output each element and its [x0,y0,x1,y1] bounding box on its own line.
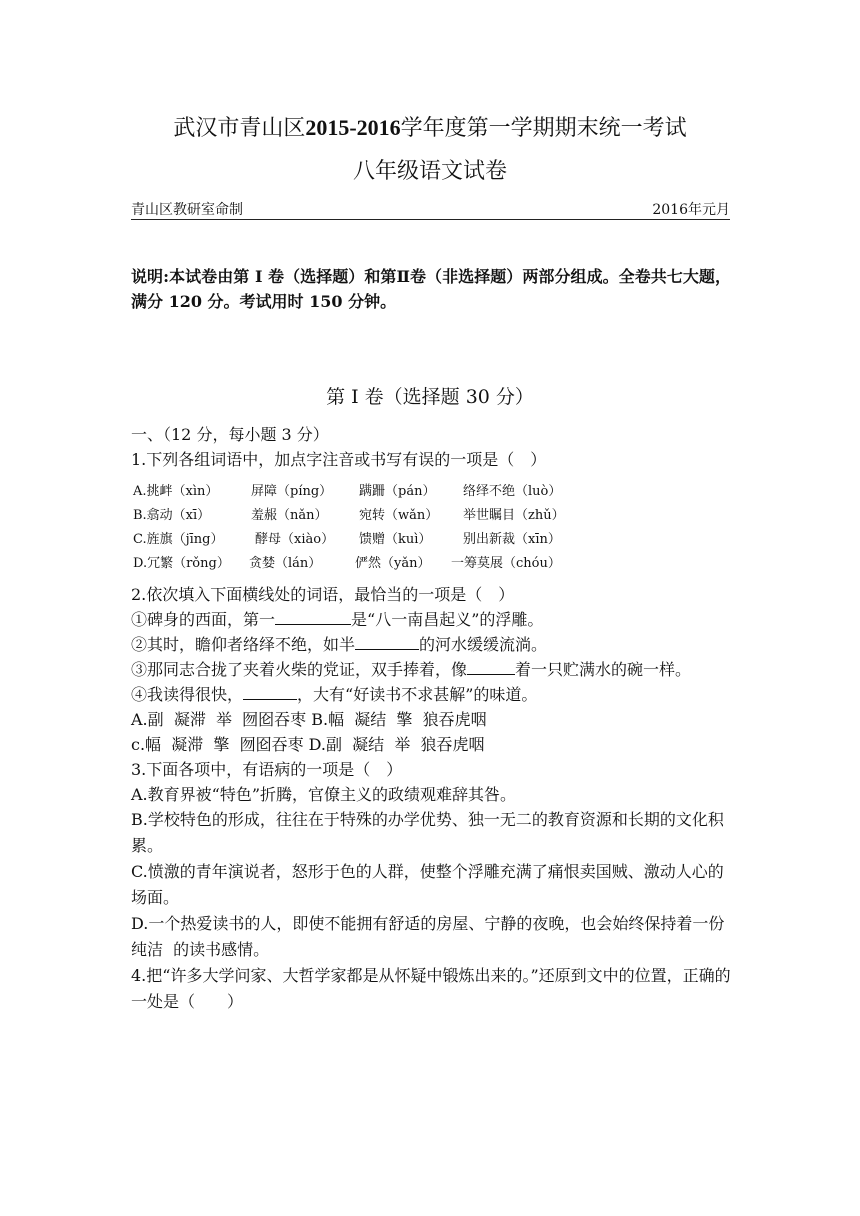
issuer: 青山区教研室命制 [131,202,243,218]
q1-cell: 举世瞩目（zhǔ） [463,508,565,523]
q3-option-b: B.学校特色的形成，往往在于特殊的办学优势、独一无二的教育资源和长期的文化积累。 [131,810,724,855]
q2-s3-before: ③那同志合拢了夹着火柴的党证，双手捧着，像 [131,660,468,679]
q1-cell: C.旌旗（jīng） [133,532,224,547]
issuer-row [131,199,730,220]
q2-stem: 2.依次填入下面横线处的词语，最恰当的一项是（ ） [131,585,515,604]
title-years: 2015-2016 [305,115,401,140]
q1-option-row-b [133,504,733,528]
q3-stem: 3.下面各项中，有语病的一项是（ ） [131,760,403,779]
fill-blank [243,683,297,700]
issue-date: 2016年元月 [652,202,730,218]
q2-s3-after: 着一只贮满水的碗一样。 [515,660,692,679]
q1-options-table [133,480,731,576]
q1-cell: 蹒跚（pán） [359,484,436,499]
q2-sentence-4 [131,682,731,707]
q1-cell: 羞赧（nǎn） [251,508,328,523]
exam-subtitle: 八年级语文试卷 [352,159,507,184]
q1-cell: 屏障（píng） [251,484,333,499]
q2-s1-after: 是“八一南昌起义”的浮雕。 [351,610,544,629]
q1-cell: 酵母（xiào） [255,532,335,547]
q1-option-row-c [133,528,733,552]
q1-cell: 俨然（yǎn） [355,556,431,571]
q2-sentence-3 [131,657,731,682]
q1-cell: 一筹莫展（chóu） [451,556,561,571]
title-suffix: 学年度第一学期期末统一考试 [400,116,687,141]
instructions-note: 说明:本试卷由第 I 卷（选择题）和第Ⅱ卷（非选择题）两部分组成。全卷共七大题，满分 120 分。考试用时 150 分钟。 [131,267,731,311]
q1-cell: 络绎不绝（luò） [463,484,562,499]
q2-s2-after: 的河水缓缓流淌。 [419,635,548,654]
fill-blank [275,608,351,625]
q1-stem: 1.下列各组词语中，加点字注音或书写有误的一项是（ ） [131,450,547,469]
q3-option-c: C.愤激的青年演说者，怒形于色的人群，使整个浮雕充满了痛恨卖国贼、激动人心的场面。 [131,862,724,907]
title-prefix: 武汉市青山区 [173,116,306,141]
q2-options-ab: A.副 凝滞 举 囫囵吞枣 B.幅 凝结 擎 狼吞虎咽 [131,710,487,729]
q2-s1-before: ①碑身的西面，第一 [131,610,276,629]
part-header: 一、（12 分，每小题 3 分） [131,425,329,444]
question-body [131,422,731,1015]
q1-option-row-a [133,480,733,504]
q1-cell: 贪婪（lán） [249,556,322,571]
fill-blank [355,633,419,650]
fill-blank [467,658,515,675]
q2-s2-before: ②其时，瞻仰者络绎不绝，如半 [131,635,356,654]
q2-options-cd: c.幅 凝滞 擎 囫囵吞枣 D.副 凝结 举 狼吞虎咽 [131,735,485,754]
q1-cell: B.翕动（xī） [133,508,211,523]
q1-cell: 别出新裁（xīn） [463,532,561,547]
q1-cell: A.挑衅（xìn） [133,484,219,499]
q1-option-row-d [133,552,733,576]
q2-sentence-2 [131,632,731,657]
section-title: 第 I 卷（选择题 30 分） [326,386,534,408]
q1-cell: 宛转（wǎn） [359,508,439,523]
q1-cell: D.冗繁（rǒng） [133,556,230,571]
q3-option-d: D.一个热爱读书的人，即使不能拥有舒适的房屋、宁静的夜晚，也会始终保持着一份纯洁 的读书感情。 [131,914,725,959]
q3-option-a: A.教育界被“特色”折腾，官僚主义的政绩观难辞其咎。 [131,785,517,804]
q2-s4-after: ，大有“好读书不求甚解”的味道。 [297,685,538,704]
q4-stem: 4.把“许多大学问家、大哲学家都是从怀疑中锻炼出来的。”还原到文中的位置，正确的一处是（ ） [131,966,731,1011]
q1-cell: 馈赠（kuì） [359,532,432,547]
exam-title [0,113,860,144]
q2-sentence-1 [131,607,731,632]
q2-s4-before: ④我读得很快， [131,685,244,704]
